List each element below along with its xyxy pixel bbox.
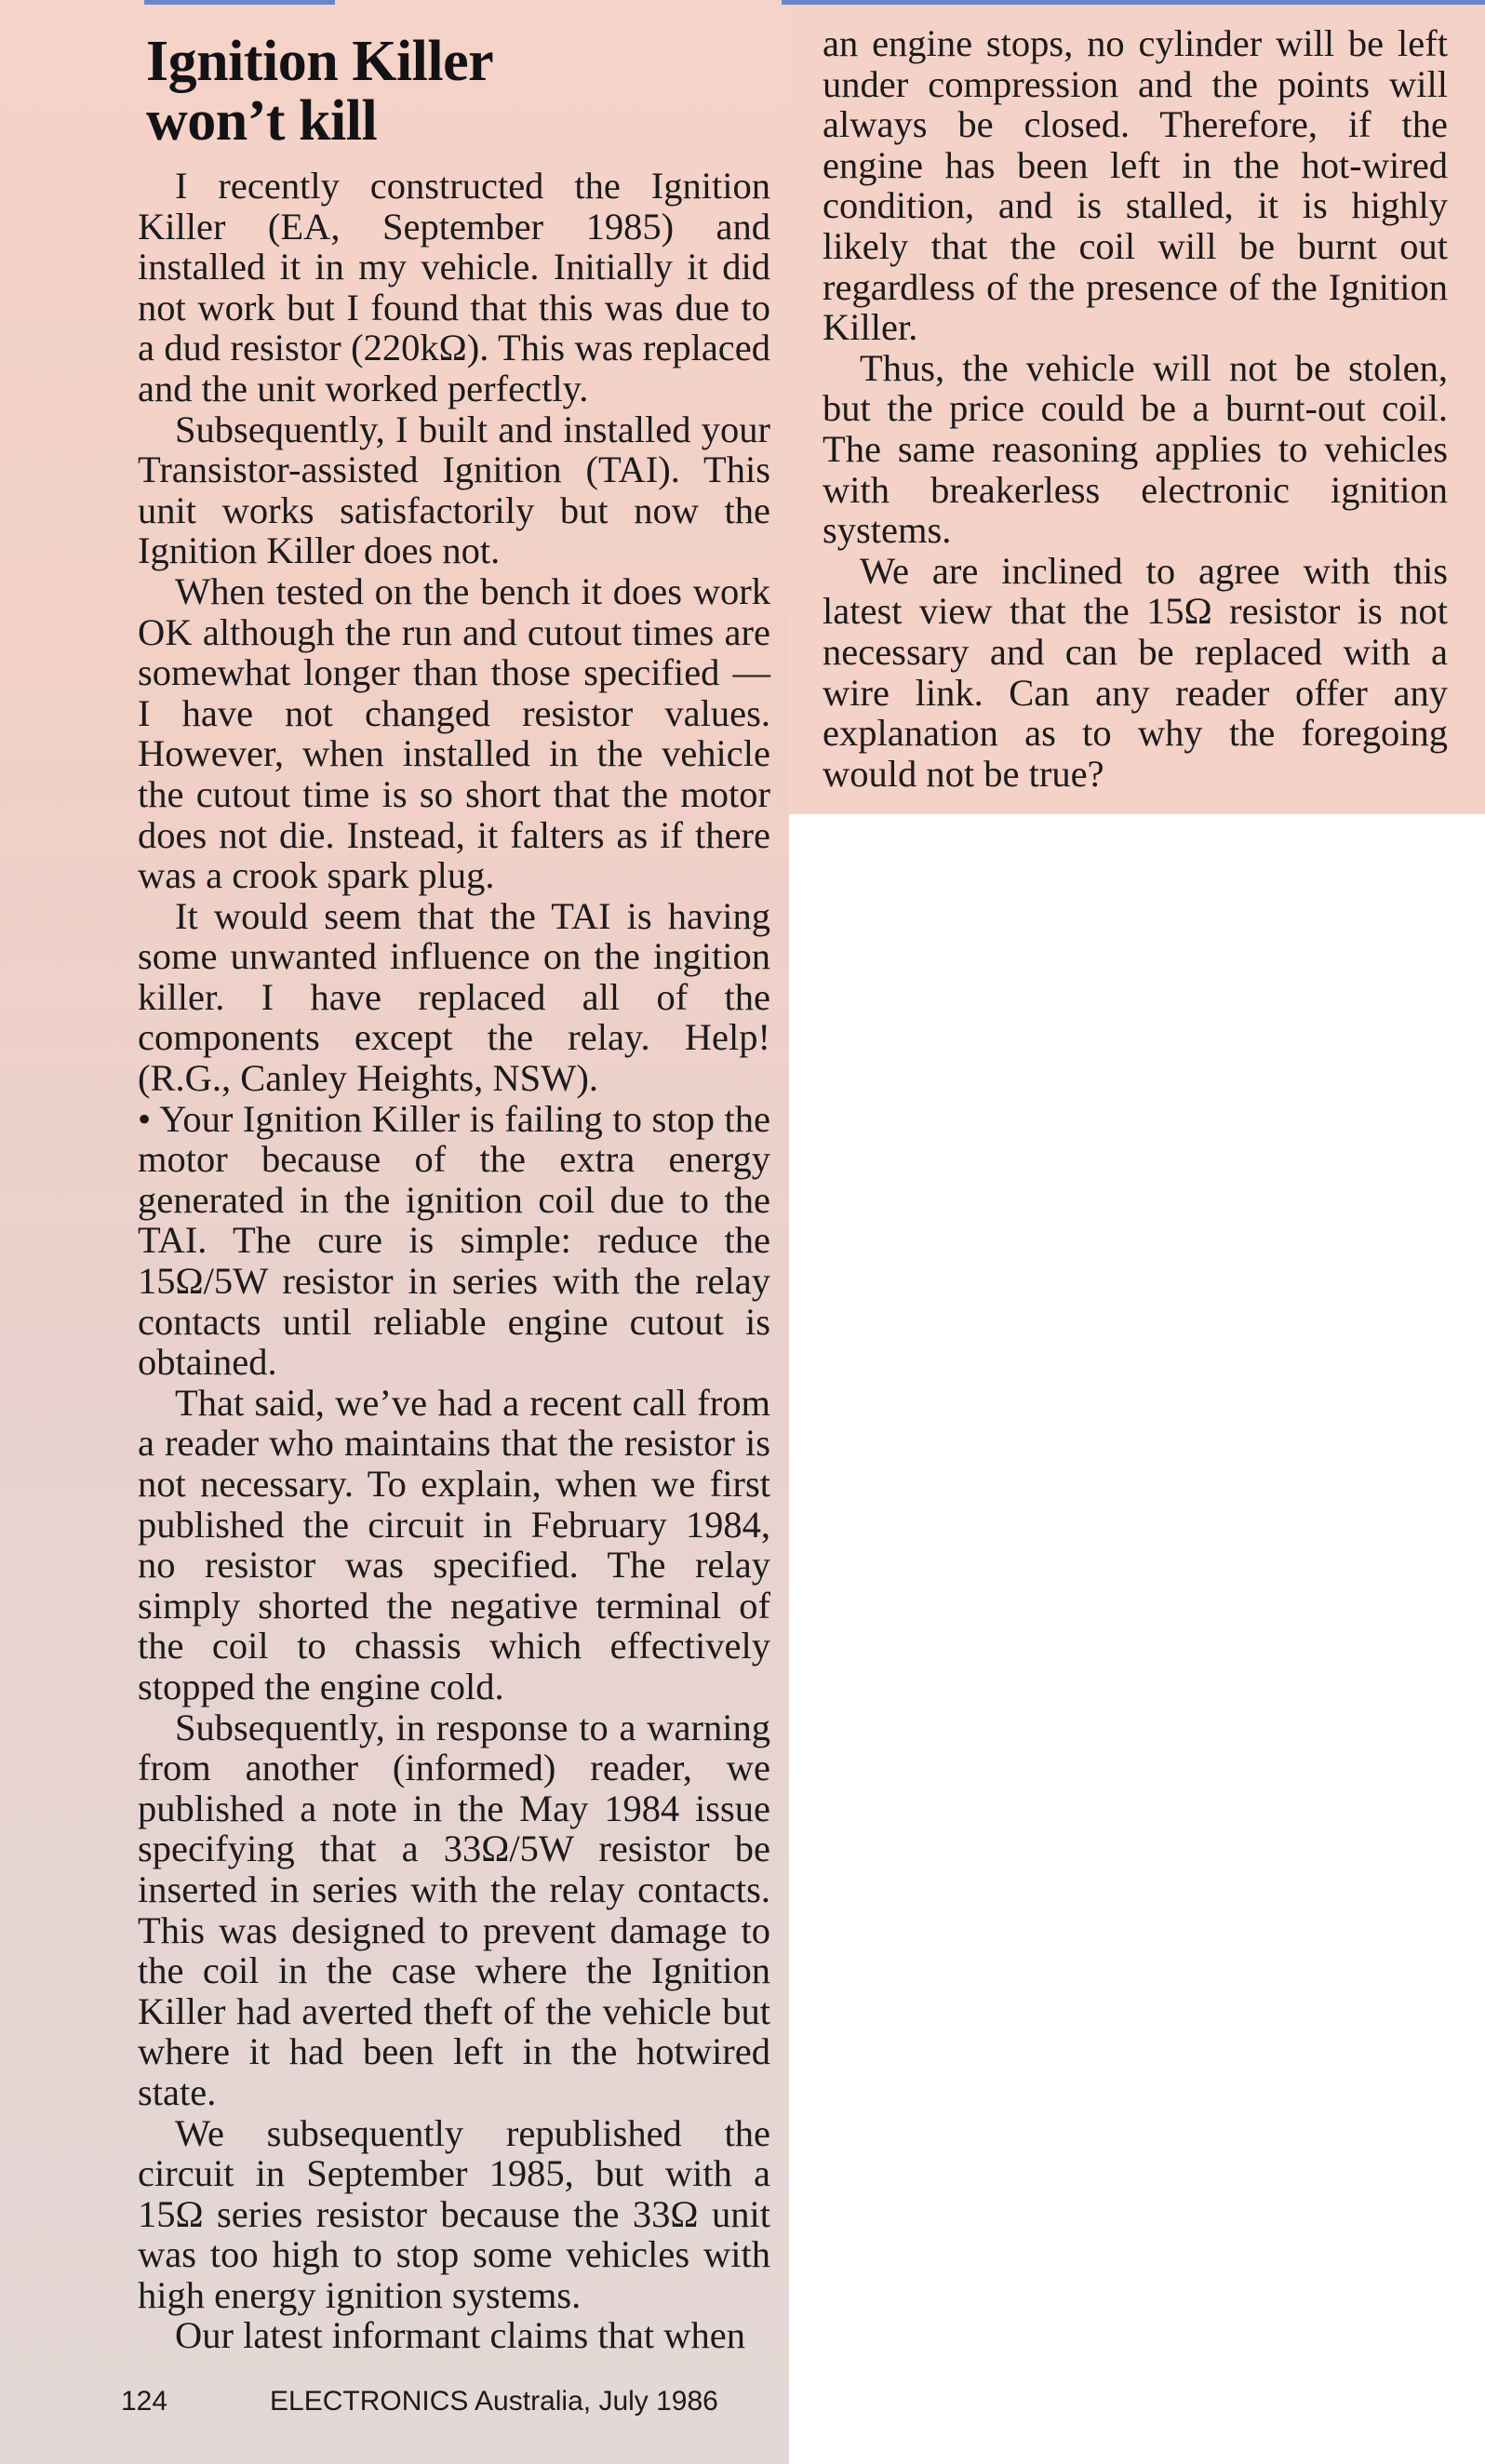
paragraph: That said, we’ve had a recent call from a reader who maintains that the resistor is not necessary. To explain, when we first published the circuit in February 1984, no resistor was specified. The relay simply shorted the negative terminal of the coil to chassis which effectively stopped the engine cold. — [138, 1381, 770, 1707]
paragraph: When tested on the bench it does work OK although the run and cutout times are somewhat longer than those specified — I have not changed resistor values. However, when installed in the vehicle the cutout time is so short that the motor does not die. Instead, it falters as if there was a crook spark plug. — [138, 569, 770, 897]
page-footer — [121, 2386, 772, 2417]
publication-name: ELECTRONICS Australia, July 1986 — [270, 2386, 718, 2417]
editor-reply-paragraph: • Your Ignition Killer is failing to stop the motor because of the extra energy generated in the ignition coil due to the TAI. The cure is simple: reduce the 15Ω/5W resistor in series with the relay contacts until reliable engine cutout is obtained. — [138, 1097, 770, 1384]
headline-line-2: won’t kill — [146, 89, 378, 153]
left-column — [138, 166, 770, 2356]
headline-line-1: Ignition Killer — [146, 30, 494, 93]
top-accent-rule-left — [144, 0, 335, 5]
paragraph: It would seem that the TAI is having some unwanted influence on the ingition killer. I have replaced all of the components except the relay. Help! (R.G., Canley Heights, NSW). — [138, 894, 770, 1100]
paragraph: Our latest informant claims that when — [175, 2314, 745, 2357]
paragraph: Subsequently, I built and installed your Transistor-assisted Ignition (TAI). This unit works satisfactorily but now the Ignition Killer does not. — [138, 408, 770, 572]
paragraph: Subsequently, in response to a warning from another (informed) reader, we published a note in the May 1984 issue specifying that a 33Ω/5W resistor be inserted in series with the relay contacts. This was designed to prevent damage to the coil in the case where the Ignition Killer had averted theft of the vehicle but where it had been left in the hotwired state. — [138, 1706, 770, 2113]
paragraph: an engine stops, no cylinder will be left under compression and the points will always be closed. Therefore, if the engine has been left in the hot-wired condition, and is stalled, it is highly likely that the coil will be burnt out regardless of the presence of the Ignition Killer. — [823, 22, 1448, 349]
top-accent-rule-right — [782, 0, 1485, 5]
paragraph: Thus, the vehicle will not be stolen, but the price could be a burnt-out coil. The same reasoning applies to vehicles with breakerless electronic ignition systems. — [823, 346, 1448, 552]
paragraph: I recently constructed the Ignition Killer (EA, September 1985) and installed it in my vehicle. Initially it did not work but I found that this was due to a dud resistor (220kΩ). This was replaced and the unit worked perfectly. — [138, 165, 770, 409]
paragraph: We are inclined to agree with this latest view that the 15Ω resistor is not necessary and can be replaced with a wire link. Can any reader offer any explanation as to why the foregoing would not be true? — [823, 549, 1448, 795]
paragraph: We subsequently republished the circuit in September 1985, but with a 15Ω series resistor because the 33Ω unit was too high to stop some vehicles with high energy ignition systems. — [138, 2111, 770, 2316]
page-number: 124 — [121, 2386, 168, 2417]
right-column — [823, 23, 1448, 794]
article-headline — [146, 32, 779, 151]
